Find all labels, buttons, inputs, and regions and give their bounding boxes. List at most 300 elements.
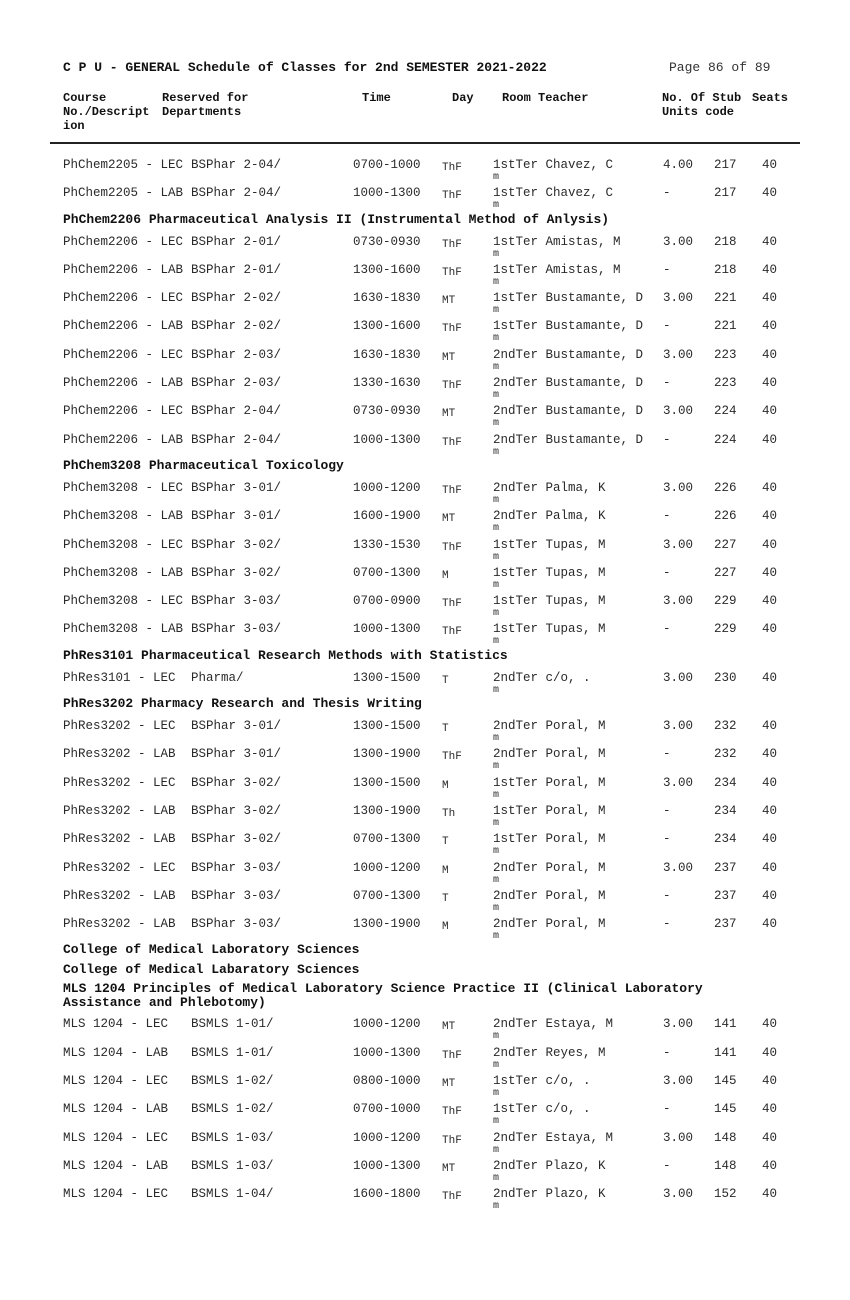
table-row bbox=[0, 1153, 850, 1184]
room-mark: m bbox=[493, 248, 500, 260]
section-heading bbox=[0, 959, 850, 979]
department-cell: BSMLS 1-03/ bbox=[191, 1130, 274, 1145]
seats-cell: 40 bbox=[762, 347, 778, 362]
day-cell: T bbox=[442, 892, 449, 905]
time-cell: 1000-1300 bbox=[353, 622, 421, 637]
table-row bbox=[0, 503, 850, 535]
seats-cell: 40 bbox=[762, 480, 778, 495]
course-cell: PhChem2205 - LAB bbox=[63, 186, 184, 201]
seats-cell: 40 bbox=[762, 262, 778, 277]
room-teacher-cell bbox=[493, 348, 643, 362]
room-mark: m bbox=[493, 846, 500, 858]
room-cell: 1stTer bbox=[493, 775, 539, 790]
seats-cell: 40 bbox=[762, 803, 778, 818]
department-cell: BSPhar 3-03/ bbox=[191, 860, 282, 875]
day-cell: ThF bbox=[442, 266, 462, 279]
room-teacher-cell bbox=[493, 319, 643, 333]
teacher-cell: Poral, M bbox=[545, 832, 606, 847]
col-seats: Seats bbox=[752, 91, 789, 105]
department-cell: BSPhar 3-02/ bbox=[191, 537, 282, 552]
department-cell: BSPhar 3-03/ bbox=[191, 888, 282, 903]
department-cell: BSPhar 3-02/ bbox=[191, 803, 282, 818]
stub-code-cell: 226 bbox=[714, 509, 737, 524]
table-row bbox=[0, 1068, 850, 1100]
time-cell: 1300-1600 bbox=[353, 319, 421, 334]
course-cell: PhRes3101 - LEC bbox=[63, 670, 176, 685]
room-teacher-cell bbox=[493, 1102, 591, 1116]
day-cell: ThF bbox=[442, 1049, 462, 1062]
department-cell: BSPhar 3-02/ bbox=[191, 775, 282, 790]
time-cell: 0700-1300 bbox=[353, 888, 421, 903]
teacher-cell: Estaya, M bbox=[545, 1130, 614, 1145]
room-teacher-cell bbox=[493, 594, 606, 608]
stub-code-cell: 221 bbox=[714, 291, 737, 306]
room-mark: m bbox=[493, 172, 500, 183]
room-teacher-cell bbox=[493, 1131, 613, 1145]
room-cell: 2ndTer bbox=[493, 917, 539, 932]
day-cell: T bbox=[442, 723, 449, 736]
stub-code-cell: 234 bbox=[714, 803, 737, 818]
course-cell: PhRes3202 - LAB bbox=[63, 803, 176, 818]
course-cell: PhChem2206 - LAB bbox=[63, 432, 184, 447]
room-cell: 2ndTer bbox=[493, 670, 539, 685]
stub-code-cell: 218 bbox=[714, 234, 737, 249]
units-cell: - bbox=[663, 622, 671, 637]
room-cell: 2ndTer bbox=[493, 1045, 539, 1060]
stub-code-cell: 148 bbox=[714, 1130, 737, 1145]
day-cell: MT bbox=[442, 1021, 456, 1034]
room-mark: m bbox=[493, 1031, 500, 1043]
room-mark: m bbox=[493, 817, 500, 829]
course-cell: MLS 1204 - LAB bbox=[63, 1045, 169, 1060]
department-cell: BSPhar 3-01/ bbox=[191, 480, 282, 495]
room-cell: 1stTer bbox=[493, 262, 539, 277]
room-cell: 2ndTer bbox=[493, 1130, 539, 1145]
report-title: C P U - GENERAL Schedule of Classes for 2nd SEMESTER 2021-2022 bbox=[63, 60, 547, 75]
day-cell: ThF bbox=[442, 162, 462, 174]
time-cell: 0730-0930 bbox=[353, 404, 421, 419]
units-cell: - bbox=[663, 1102, 671, 1117]
teacher-cell: Bustamante, D bbox=[545, 319, 644, 334]
room-cell: 1stTer bbox=[493, 234, 539, 249]
stub-code-cell: 237 bbox=[714, 860, 737, 875]
seats-cell: 40 bbox=[762, 1017, 778, 1032]
day-cell: MT bbox=[442, 351, 456, 364]
room-teacher-cell bbox=[493, 376, 643, 390]
teacher-cell: Reyes, M bbox=[545, 1045, 606, 1060]
department-cell: BSPhar 2-01/ bbox=[191, 234, 282, 249]
seats-cell: 40 bbox=[762, 432, 778, 447]
seats-cell: 40 bbox=[762, 747, 778, 762]
stub-code-cell: 224 bbox=[714, 404, 737, 419]
room-cell: 1stTer bbox=[493, 832, 539, 847]
teacher-cell: Tupas, M bbox=[545, 537, 606, 552]
room-teacher-cell bbox=[493, 671, 591, 685]
room-cell: 2ndTer bbox=[493, 1017, 539, 1032]
department-cell: BSPhar 2-03/ bbox=[191, 347, 282, 362]
header-rule bbox=[50, 142, 800, 144]
room-mark: m bbox=[493, 276, 500, 288]
stub-code-cell: 141 bbox=[714, 1045, 737, 1060]
seats-cell: 40 bbox=[762, 1102, 778, 1117]
day-cell: ThF bbox=[442, 190, 462, 203]
seats-cell: 40 bbox=[762, 888, 778, 903]
seats-cell: 40 bbox=[762, 775, 778, 790]
room-mark: m bbox=[493, 523, 500, 535]
section-title: PhRes3202 Pharmacy Research and Thesis Writing bbox=[63, 696, 422, 712]
section-heading bbox=[0, 455, 850, 475]
table-row bbox=[0, 616, 850, 648]
room-mark: m bbox=[493, 902, 500, 914]
stub-code-cell: 227 bbox=[714, 537, 737, 552]
teacher-cell: Poral, M bbox=[545, 719, 606, 734]
table-row bbox=[0, 713, 850, 745]
time-cell: 1000-1200 bbox=[353, 1130, 421, 1145]
section-heading bbox=[0, 693, 850, 713]
section-heading bbox=[0, 979, 850, 1011]
room-mark: m bbox=[493, 494, 500, 506]
course-cell: MLS 1204 - LAB bbox=[63, 1158, 169, 1173]
section-title: PhRes3101 Pharmaceutical Research Methods with Statistics bbox=[63, 647, 508, 663]
department-cell: BSPhar 2-04/ bbox=[191, 186, 282, 201]
stub-code-cell: 234 bbox=[714, 832, 737, 847]
table-row bbox=[0, 741, 850, 773]
time-cell: 0700-1300 bbox=[353, 832, 421, 847]
units-cell: 3.00 bbox=[663, 775, 694, 790]
seats-cell: 40 bbox=[762, 670, 778, 685]
room-teacher-cell bbox=[493, 538, 606, 552]
seats-cell: 40 bbox=[762, 1158, 778, 1173]
seats-cell: 40 bbox=[762, 376, 778, 391]
department-cell: BSPhar 3-03/ bbox=[191, 594, 282, 609]
time-cell: 0730-0930 bbox=[353, 234, 421, 249]
day-cell: ThF bbox=[442, 380, 462, 393]
day-cell: M bbox=[442, 569, 449, 582]
section-heading bbox=[0, 645, 850, 665]
units-cell: 3.00 bbox=[663, 1074, 694, 1089]
time-cell: 1000-1200 bbox=[353, 480, 421, 495]
time-cell: 0700-1300 bbox=[353, 565, 421, 580]
room-mark: m bbox=[493, 551, 500, 563]
course-cell: PhRes3202 - LAB bbox=[63, 832, 176, 847]
table-row bbox=[0, 665, 850, 696]
department-cell: BSMLS 1-02/ bbox=[191, 1074, 274, 1089]
stub-code-cell: 141 bbox=[714, 1017, 737, 1032]
time-cell: 0800-1000 bbox=[353, 1074, 421, 1089]
day-cell: ThF bbox=[442, 598, 462, 611]
teacher-cell: c/o, . bbox=[545, 1102, 591, 1117]
course-cell: PhChem2206 - LAB bbox=[63, 319, 184, 334]
units-cell: 3.00 bbox=[663, 719, 694, 734]
stub-code-cell: 223 bbox=[714, 376, 737, 391]
course-cell: MLS 1204 - LEC bbox=[63, 1074, 169, 1089]
stub-code-cell: 223 bbox=[714, 347, 737, 362]
room-teacher-cell bbox=[493, 433, 643, 447]
course-cell: MLS 1204 - LEC bbox=[63, 1130, 169, 1145]
stub-code-cell: 230 bbox=[714, 670, 737, 685]
seats-cell: 40 bbox=[762, 1130, 778, 1145]
department-cell: BSPhar 2-02/ bbox=[191, 291, 282, 306]
time-cell: 1300-1500 bbox=[353, 775, 421, 790]
seats-cell: 40 bbox=[762, 1074, 778, 1089]
course-cell: MLS 1204 - LEC bbox=[63, 1187, 169, 1202]
room-mark: m bbox=[493, 684, 500, 696]
seats-cell: 40 bbox=[762, 832, 778, 847]
teacher-cell: Bustamante, D bbox=[545, 347, 644, 362]
course-cell: PhChem2206 - LEC bbox=[63, 404, 184, 419]
seats-cell: 40 bbox=[762, 404, 778, 419]
col-day: Day bbox=[452, 91, 474, 105]
units-cell: - bbox=[663, 319, 671, 334]
table-row bbox=[0, 342, 850, 373]
seats-cell: 40 bbox=[762, 291, 778, 306]
teacher-cell: Poral, M bbox=[545, 888, 606, 903]
room-mark: m bbox=[493, 931, 500, 943]
stub-code-cell: 152 bbox=[714, 1187, 737, 1202]
stub-code-cell: 145 bbox=[714, 1074, 737, 1089]
room-cell: 1stTer bbox=[493, 291, 539, 306]
units-cell: 3.00 bbox=[663, 291, 694, 306]
table-row bbox=[0, 911, 850, 943]
room-mark: m bbox=[493, 361, 500, 373]
day-cell: M bbox=[442, 864, 449, 877]
day-cell: MT bbox=[442, 513, 456, 526]
room-mark: m bbox=[493, 608, 500, 620]
department-cell: BSMLS 1-03/ bbox=[191, 1158, 274, 1173]
teacher-cell: Tupas, M bbox=[545, 622, 606, 637]
course-cell: PhRes3202 - LEC bbox=[63, 719, 176, 734]
room-teacher-cell bbox=[493, 186, 613, 200]
time-cell: 0700-1000 bbox=[353, 158, 421, 172]
teacher-cell: Poral, M bbox=[545, 860, 606, 875]
room-mark: m bbox=[493, 446, 500, 458]
time-cell: 1630-1830 bbox=[353, 291, 421, 306]
room-teacher-cell bbox=[493, 776, 606, 790]
department-cell: BSPhar 2-04/ bbox=[191, 432, 282, 447]
room-teacher-cell bbox=[493, 509, 606, 523]
seats-cell: 40 bbox=[762, 719, 778, 734]
table-row bbox=[0, 1181, 850, 1213]
units-cell: - bbox=[663, 888, 671, 903]
teacher-cell: Poral, M bbox=[545, 775, 606, 790]
room-mark: m bbox=[493, 1201, 500, 1213]
table-row bbox=[0, 257, 850, 288]
room-mark: m bbox=[493, 305, 500, 317]
units-cell: - bbox=[663, 376, 671, 391]
time-cell: 1300-1600 bbox=[353, 262, 421, 277]
units-cell: 3.00 bbox=[663, 860, 694, 875]
room-cell: 2ndTer bbox=[493, 860, 539, 875]
teacher-cell: Plazo, K bbox=[545, 1187, 606, 1202]
room-teacher-cell bbox=[493, 719, 606, 733]
teacher-cell: Estaya, M bbox=[545, 1017, 614, 1032]
room-mark: m bbox=[493, 1116, 500, 1128]
time-cell: 1330-1630 bbox=[353, 376, 421, 391]
col-room-teacher: Room Teacher bbox=[502, 91, 589, 105]
stub-code-cell: 232 bbox=[714, 747, 737, 762]
section-heading bbox=[0, 939, 850, 959]
room-cell: 1stTer bbox=[493, 1102, 539, 1117]
room-teacher-cell bbox=[493, 622, 606, 636]
course-cell: MLS 1204 - LEC bbox=[63, 1017, 169, 1032]
course-cell: PhChem2206 - LEC bbox=[63, 234, 184, 249]
room-mark: m bbox=[493, 1144, 500, 1156]
teacher-cell: Poral, M bbox=[545, 747, 606, 762]
table-row bbox=[0, 475, 850, 506]
room-cell: 2ndTer bbox=[493, 480, 539, 495]
schedule-table bbox=[0, 152, 850, 1213]
time-cell: 1000-1300 bbox=[353, 1045, 421, 1060]
teacher-cell: Poral, M bbox=[545, 917, 606, 932]
time-cell: 0700-0900 bbox=[353, 594, 421, 609]
room-cell: 2ndTer bbox=[493, 719, 539, 734]
stub-code-cell: 145 bbox=[714, 1102, 737, 1117]
seats-cell: 40 bbox=[762, 186, 778, 201]
stub-code-cell: 234 bbox=[714, 775, 737, 790]
seats-cell: 40 bbox=[762, 917, 778, 932]
teacher-cell: Tupas, M bbox=[545, 594, 606, 609]
room-mark: m bbox=[493, 789, 500, 801]
room-cell: 1stTer bbox=[493, 319, 539, 334]
room-teacher-cell bbox=[493, 861, 606, 875]
stub-code-cell: 148 bbox=[714, 1158, 737, 1173]
stub-code-cell: 221 bbox=[714, 319, 737, 334]
room-teacher-cell bbox=[493, 235, 621, 249]
units-cell: 3.00 bbox=[663, 594, 694, 609]
units-cell: 3.00 bbox=[663, 537, 694, 552]
course-cell: PhChem2206 - LEC bbox=[63, 291, 184, 306]
room-teacher-cell bbox=[493, 917, 606, 931]
day-cell: ThF bbox=[442, 436, 462, 449]
col-time: Time bbox=[362, 91, 391, 105]
day-cell: ThF bbox=[442, 751, 462, 764]
course-cell: PhRes3202 - LEC bbox=[63, 860, 176, 875]
day-cell: MT bbox=[442, 408, 456, 421]
table-row bbox=[0, 532, 850, 563]
department-cell: BSMLS 1-01/ bbox=[191, 1017, 274, 1032]
teacher-cell: Plazo, K bbox=[545, 1158, 606, 1173]
teacher-cell: c/o, . bbox=[545, 1074, 591, 1089]
room-cell: 2ndTer bbox=[493, 747, 539, 762]
section-title: PhChem2206 Pharmaceutical Analysis II (Instrumental Method of Anlysis) bbox=[63, 211, 610, 227]
units-cell: - bbox=[663, 509, 671, 524]
stub-code-cell: 237 bbox=[714, 888, 737, 903]
time-cell: 1630-1830 bbox=[353, 347, 421, 362]
department-cell: BSPhar 3-02/ bbox=[191, 832, 282, 847]
room-teacher-cell bbox=[493, 481, 606, 495]
seats-cell: 40 bbox=[762, 860, 778, 875]
room-cell: 1stTer bbox=[493, 622, 539, 637]
time-cell: 1300-1500 bbox=[353, 670, 421, 685]
section-title: PhChem3208 Pharmaceutical Toxicology bbox=[63, 457, 344, 473]
room-mark: m bbox=[493, 418, 500, 430]
day-cell: ThF bbox=[442, 1191, 462, 1204]
time-cell: 1000-1300 bbox=[353, 432, 421, 447]
col-reserved: Reserved for Departments bbox=[162, 91, 249, 119]
table-row bbox=[0, 152, 850, 183]
room-teacher-cell bbox=[493, 832, 606, 846]
day-cell: ThF bbox=[442, 323, 462, 336]
time-cell: 1600-1900 bbox=[353, 509, 421, 524]
course-cell: PhChem2206 - LAB bbox=[63, 262, 184, 277]
room-cell: 2ndTer bbox=[493, 1187, 539, 1202]
units-cell: - bbox=[663, 565, 671, 580]
course-cell: MLS 1204 - LAB bbox=[63, 1102, 169, 1117]
units-cell: - bbox=[663, 1158, 671, 1173]
section-title: MLS 1204 Principles of Medical Laboratory Science Practice II (Clinical Laboratory Assistance and Phlebotomy) bbox=[63, 981, 703, 1011]
room-teacher-cell bbox=[493, 291, 643, 305]
course-cell: PhChem3208 - LEC bbox=[63, 480, 184, 495]
seats-cell: 40 bbox=[762, 622, 778, 637]
units-cell: - bbox=[663, 803, 671, 818]
course-cell: PhChem3208 - LAB bbox=[63, 565, 184, 580]
seats-cell: 40 bbox=[762, 234, 778, 249]
department-cell: BSPhar 3-02/ bbox=[191, 565, 282, 580]
teacher-cell: Palma, K bbox=[545, 509, 606, 524]
units-cell: 3.00 bbox=[663, 480, 694, 495]
room-cell: 1stTer bbox=[493, 803, 539, 818]
time-cell: 1600-1800 bbox=[353, 1187, 421, 1202]
seats-cell: 40 bbox=[762, 594, 778, 609]
department-cell: BSPhar 2-03/ bbox=[191, 376, 282, 391]
department-cell: BSMLS 1-02/ bbox=[191, 1102, 274, 1117]
department-cell: BSPhar 3-01/ bbox=[191, 719, 282, 734]
stub-code-cell: 227 bbox=[714, 565, 737, 580]
course-cell: PhChem3208 - LAB bbox=[63, 622, 184, 637]
room-teacher-cell bbox=[493, 804, 606, 818]
course-cell: PhRes3202 - LAB bbox=[63, 747, 176, 762]
time-cell: 1000-1200 bbox=[353, 860, 421, 875]
units-cell: - bbox=[663, 747, 671, 762]
room-mark: m bbox=[493, 1059, 500, 1071]
seats-cell: 40 bbox=[762, 537, 778, 552]
room-mark: m bbox=[493, 1172, 500, 1184]
seats-cell: 40 bbox=[762, 158, 778, 172]
room-cell: 2ndTer bbox=[493, 1158, 539, 1173]
teacher-cell: Bustamante, D bbox=[545, 376, 644, 391]
room-teacher-cell bbox=[493, 1046, 606, 1060]
room-mark: m bbox=[493, 761, 500, 773]
course-cell: PhChem3208 - LEC bbox=[63, 537, 184, 552]
units-cell: 3.00 bbox=[663, 1187, 694, 1202]
table-row bbox=[0, 285, 850, 317]
table-row bbox=[0, 855, 850, 886]
department-cell: BSMLS 1-04/ bbox=[191, 1187, 274, 1202]
units-cell: - bbox=[663, 186, 671, 201]
table-row bbox=[0, 883, 850, 914]
room-cell: 1stTer bbox=[493, 186, 539, 201]
course-cell: PhRes3202 - LEC bbox=[63, 775, 176, 790]
teacher-cell: Poral, M bbox=[545, 803, 606, 818]
course-cell: PhRes3202 - LAB bbox=[63, 888, 176, 903]
units-cell: - bbox=[663, 832, 671, 847]
seats-cell: 40 bbox=[762, 319, 778, 334]
section-title: College of Medical Labaratory Sciences bbox=[63, 962, 360, 978]
units-cell: 3.00 bbox=[663, 234, 694, 249]
day-cell: M bbox=[442, 921, 449, 934]
time-cell: 1300-1500 bbox=[353, 719, 421, 734]
units-cell: 3.00 bbox=[663, 1130, 694, 1145]
room-cell: 2ndTer bbox=[493, 347, 539, 362]
course-cell: PhChem2205 - LEC bbox=[63, 158, 184, 172]
room-cell: 1stTer bbox=[493, 1074, 539, 1089]
department-cell: BSPhar 2-02/ bbox=[191, 319, 282, 334]
department-cell: BSPhar 3-01/ bbox=[191, 747, 282, 762]
teacher-cell: Chavez, C bbox=[545, 158, 614, 172]
department-cell: BSPhar 3-01/ bbox=[191, 509, 282, 524]
course-cell: PhChem3208 - LAB bbox=[63, 509, 184, 524]
department-cell: BSPhar 2-04/ bbox=[191, 158, 282, 172]
